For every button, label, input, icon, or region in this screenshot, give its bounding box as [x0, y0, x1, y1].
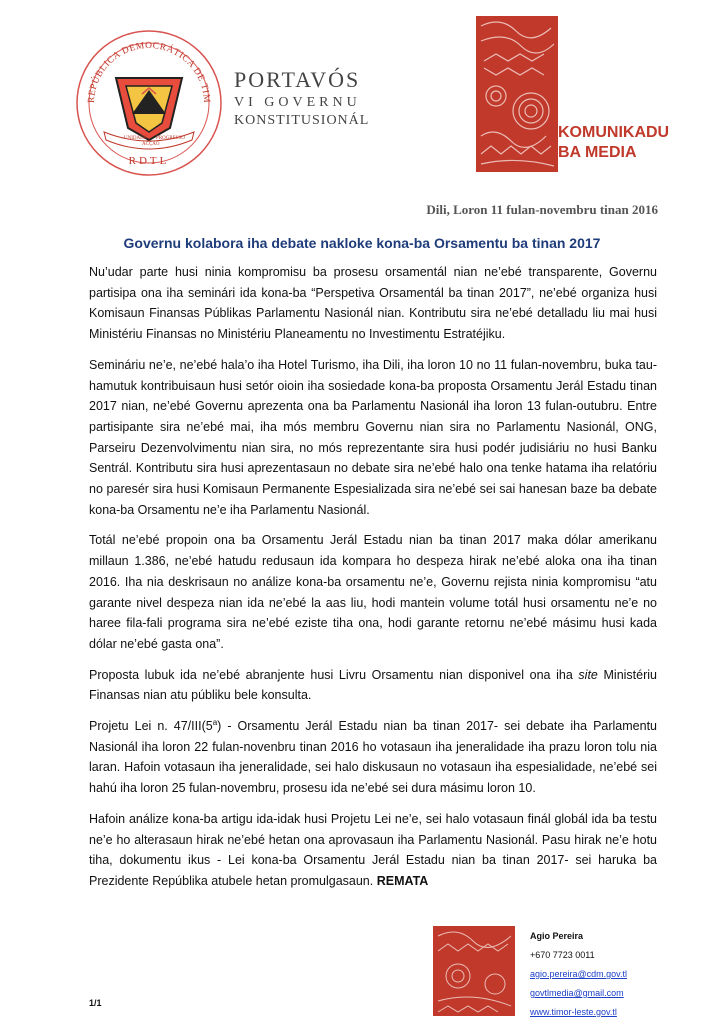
contact-email-link[interactable]: agio.pereira@cdm.gov.tl — [530, 969, 628, 979]
seal-ribbon-1: UNIDADE — [124, 136, 147, 141]
paragraph-2: Semináriu ne’e, ne’ebé hala’o iha Hotel Turismo, iha Dili, iha loron 10 no 11 fulan-novembru, buka tau-hamutuk kontribuisaun husi setór oioin iha sosiedade kona-ba proposta Orsamentu Jerál Estadu tinan 2017 nian, ne’ebé Governu aprezenta ona ba Parlamentu Nasionál iha loron 13 fulan-outubru. Entre partisipante sira ne’ebé mai, iha mós membru Governu nian sira no Parlamentu Nasionál, ONG, Parseiru Dezenvolvimentu nian sira, no mós reprezentante sira husi podér judisiáriu no husi Banku Sentrál. Kontributu sira husi aprezentasaun no debate sira ne’ebé halo ona tenke hatama iha relatóriu no paresér sira husi Komisaun Permanente Espesializada sira ne’ebé sei sai hanesan baze ba debate kona-ba Orsamentu ne’e iha Parlamentu Nasionál. — [89, 357, 657, 517]
paragraph-5-text-a: Projetu Lei n. 47/III(5 — [89, 719, 213, 734]
komunikadu-line1: KOMUNIKADU — [558, 124, 670, 141]
paragraph-4-text-a: Proposta lubuk ida ne’ebé abranjente husi Livru Orsamentu nian disponivel ona iha — [89, 667, 579, 682]
paragraph-1: Nu’udar parte husi ninia kompromisu ba prosesu orsamentál nian ne’ebé transparente, Governu partisipa ona iha seminári ida kona-ba “Perspetiva Orsamentál ba tinan 2017”, ne’ebé organiza husi Komisaun Finansas Públikas Parlamentu Nasionál nian. Kontributu sira ne’ebé detalladu liu mai husi Ministériu Finansas no Ministériu Planeamentu no Investimentu Estratéjiku. — [89, 265, 657, 342]
contact-email2-link[interactable]: govtlmedia@gmail.com — [530, 988, 624, 998]
paragraph-5-sup: a — [212, 717, 218, 727]
seal-abbr: RDTL — [128, 155, 170, 167]
brand-line3: KONSTITUSIONÁL — [234, 113, 370, 128]
komunikadu-line2: BA MEDIA — [558, 144, 637, 161]
paragraph-4-text-b: Ministériu Finansas nian atu públiku bele konsulta. — [89, 667, 657, 703]
website-link[interactable]: www.timor-leste.gov.tl — [530, 1007, 617, 1017]
komunikadu-label — [558, 123, 669, 163]
press-release-title: Governu kolabora iha debate nakloke kona-ba Orsamentu ba tinan 2017 — [123, 235, 601, 251]
brand-line2: VI GOVERNU — [234, 95, 361, 110]
press-release-body — [89, 262, 657, 902]
paragraph-6 — [89, 809, 657, 892]
brand-line1: PORTAVÓS — [234, 67, 361, 92]
contact-phone: +670 7723 0011 — [530, 950, 595, 960]
paragraph-5 — [89, 716, 657, 799]
dateline: Dili, Loron 11 fulan-novembru tinan 2016 — [426, 202, 658, 217]
paragraph-6-text: Hafoin análize kona-ba artigu ida-idak husi Projetu Lei ne’e, sei halo votasaun finál globál ida ba testu ne’e ho alterasaun hirak ne’ebé hetan ona aprovasaun iha Parlamentu Nasionál. Pasu hirak ne’e hotu tiha, dokumentu ikus - Lei kona-ba Orsamentu Jerál Estadu nian ba tinan 2017- sei haruka ba Prezidente Repúblika atubele hetan promulgasaun. — [89, 811, 657, 888]
paragraph-4-italic: site — [578, 667, 598, 682]
portavos-brand — [234, 68, 369, 130]
paragraph-3: Totál ne’ebé propoin ona ba Orsamentu Jerál Estadu nian ba tinan 2017 maka dólar amerikanu millaun 1.386, ne’ebé hatudu redusaun ida kompara ho despeza hirak ne’ebé aloka ona iha tinan 2016. Iha nia deskrisaun no análize kona-ba orsamentu ne’e, Governu rejista ninia kompromisu “atu garante nivel despeza nian ida ne’ebé la aas liu, hodi mantein volume totál husi orsamentu ne’e no haree fila-fali programa sira ne’ebé eziste tiha ona, hodi garante retornu ne’ebé másimu husi kada dólar ne’ebé gasta ona”. — [89, 533, 657, 651]
paragraph-5-text-b: ) - Orsamentu Jerál Estadu nian ba tinan 2017- sei debate iha Parlamentu Nasionál iha loron 22 fulan-novenbru tinan 2016 ho votasaun iha jeneralidade iha prazu loron tolu nia laran. Hafoin votasaun iha jeneralidade, sei halo diskusaun no votasaun iha espesialidade, ne’ebé sei hahú iha loron 25 fulan-novembru, prosesu ida ne’ebé sei dura másimu loron 10. — [89, 719, 657, 796]
seal-ribbon-3: PROGRESSO — [156, 136, 185, 141]
page-number: 1/1 — [89, 998, 102, 1008]
rdtl-seal — [74, 28, 224, 178]
contact-block — [530, 927, 627, 1022]
seal-arc-text: REPÚBLICA DEMOCRÁTICA DE TIM — [86, 41, 212, 104]
contact-name: Agio Pereira — [530, 931, 584, 941]
remata-label: REMATA — [376, 873, 429, 888]
footer-pattern — [433, 926, 515, 1016]
seal-ribbon-2: ACÇÃO — [142, 142, 160, 147]
paragraph-4 — [89, 665, 657, 706]
tais-pattern-banner — [476, 16, 558, 172]
